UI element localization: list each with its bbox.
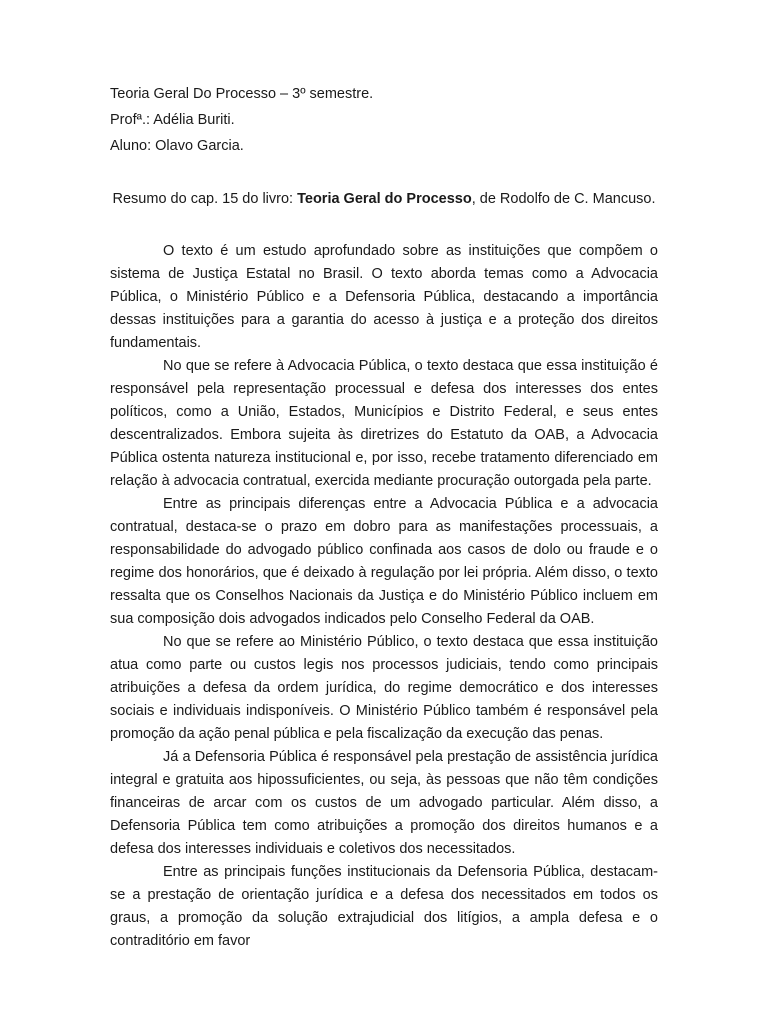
student-line: Aluno: Olavo Garcia. xyxy=(110,138,244,154)
paragraph-diferencas: Entre as principais diferenças entre a Advocacia Pública e a advocacia contratual, destaca-se o prazo em dobro para as manifestações processuais, a responsabilidade do advogado público confinada aos casos de dolo ou fraude e o regime dos honorários, que é deixado à regulação por lei própria. Além disso, o texto ressalta que os Conselhos Nacionais da Justiça e do Ministério Público incluem em sua composição dois advogados indicados pelo Conselho Federal da OAB. xyxy=(110,496,658,627)
summary-title xyxy=(0,189,768,209)
course-line: Teoria Geral Do Processo – 3º semestre. xyxy=(110,86,374,102)
body-text xyxy=(110,240,658,953)
paragraph-funcoes-defensoria: Entre as principais funções institucionais da Defensoria Pública, destacam-se a prestação de orientação jurídica e a defesa dos necessitados em todos os graus, a promoção da solução extrajudicial dos litígios, a ampla defesa e o contraditório em favor xyxy=(110,864,658,949)
paragraph-intro: O texto é um estudo aprofundado sobre as instituições que compõem o sistema de Justiça Estatal no Brasil. O texto aborda temas como a Advocacia Pública, o Ministério Público e a Defensoria Pública, destacando a importância dessas instituições para a garantia do acesso à justiça e a proteção dos direitos fundamentais. xyxy=(110,243,658,351)
paragraph-defensoria-publica: Já a Defensoria Pública é responsável pela prestação de assistência jurídica integral e gratuita aos hipossuficientes, ou seja, às pessoas que não têm condições financeiras de arcar com os custos de um advogado particular. Além disso, a Defensoria Pública tem como atribuições a promoção dos direitos humanos e a defesa dos interesses individuais e coletivos dos necessitados. xyxy=(110,749,658,857)
summary-prefix: Resumo do cap. 15 do livro: xyxy=(112,191,298,207)
summary-suffix: , de Rodolfo de C. Mancuso. xyxy=(471,191,656,207)
professor-line: Profª.: Adélia Buriti. xyxy=(110,112,235,128)
paragraph-ministerio-publico: No que se refere ao Ministério Público, o texto destaca que essa instituição atua como parte ou custos legis nos processos judiciais, tendo como principais atribuições a defesa da ordem jurídica, do regime democrático e dos interesses sociais e individuais indisponíveis. O Ministério Público também é responsável pela promoção da ação penal pública e pela fiscalização da execução das penas. xyxy=(110,634,658,742)
book-title: Teoria Geral do Processo xyxy=(297,191,472,207)
paragraph-advocacia-publica: No que se refere à Advocacia Pública, o texto destaca que essa instituição é responsável pela representação processual e defesa dos interesses dos entes políticos, como a União, Estados, Municípios e Distrito Federal, e seus entes descentralizados. Embora sujeita às diretrizes do Estatuto da OAB, a Advocacia Pública ostenta natureza institucional e, por isso, recebe tratamento diferenciado em relação à advocacia contratual, exercida mediante procuração outorgada pela parte. xyxy=(110,358,658,489)
